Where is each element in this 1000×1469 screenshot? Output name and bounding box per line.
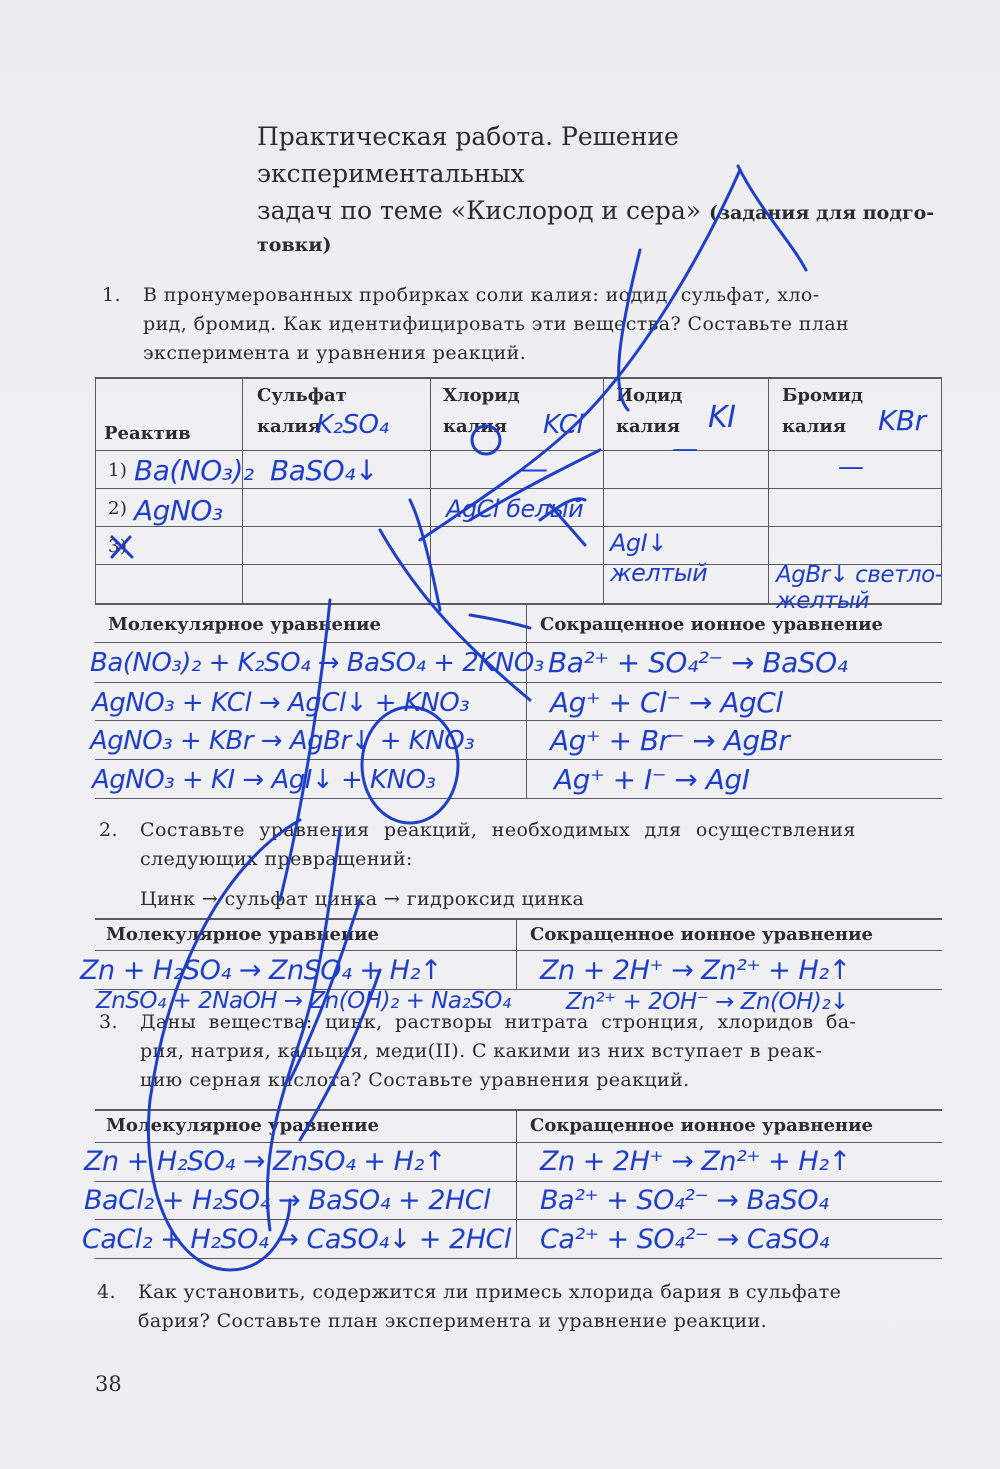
header-chloride-l2: калия	[443, 416, 508, 437]
eq3-header-molecular: Молекулярное уравнение	[106, 1115, 379, 1136]
row-number-2: 2)	[108, 498, 128, 519]
hw-eq1-ion-3: Ag⁺ + Br⁻ → AgBr	[550, 724, 790, 757]
task3-line-3: цию серная кислота? Составьте уравнения реакций.	[140, 1069, 690, 1091]
hw-eq3-ion-3: Ca²⁺ + SO₄²⁻ → CaSO₄	[540, 1224, 829, 1255]
scribble-dot	[472, 426, 500, 454]
hw-r2-chloride: AgCl белый	[446, 495, 584, 523]
hw-r2-bromide: AgBr↓ светло-желтый	[776, 562, 943, 614]
hw-r1-iodide: —	[672, 434, 698, 464]
scribble-stroke	[550, 505, 585, 545]
eq1-header-molecular: Молекулярное уравнение	[108, 614, 381, 635]
hw-eq1-mol-4: AgNO₃ + KI → AgI↓ + KNO₃	[92, 765, 436, 795]
scribble-cross	[112, 537, 132, 557]
task2-number: 2.	[99, 819, 118, 841]
hw-eq2-ion-1: Zn + 2H⁺ → Zn²⁺ + H₂↑	[540, 955, 851, 986]
hw-chloride-formula: KCl	[543, 410, 584, 440]
header-reagent: Реактив	[104, 423, 191, 444]
scribble-loop	[148, 820, 300, 1270]
hw-r1-sulfate: BaSO₄↓	[270, 454, 378, 487]
task2-chain: Цинк → сульфат цинка → гидроксид цинка	[140, 888, 585, 910]
hw-eq1-mol-2: AgNO₃ + KCl → AgCl↓ + KNO₃	[92, 688, 470, 718]
header-iodide-l1: Иодид	[616, 385, 683, 406]
page-number: 38	[95, 1372, 122, 1396]
header-chloride-l1: Хлорид	[443, 385, 520, 406]
hw-eq1-ion-1: Ba²⁺ + SO₄²⁻ → BaSO₄	[548, 646, 848, 679]
title-line-1: Практическая работа. Решение экспериментальных	[257, 122, 679, 188]
task2-line-1: Составьте уравнения реакций, необходимых для осуществления	[140, 819, 856, 841]
hw-r2-iodide: AgI↓ желтый	[610, 529, 708, 587]
task2-line-2: следующих превращений:	[140, 848, 413, 870]
header-bromide-l1: Бромид	[782, 385, 863, 406]
hw-eq3-ion-2: Ba²⁺ + SO₄²⁻ → BaSO₄	[540, 1185, 829, 1216]
hw-eq1-mol-3: AgNO₃ + KBr → AgBr↓ + KNO₃	[90, 726, 475, 756]
scribble-stroke	[280, 600, 330, 900]
task1-number: 1.	[102, 284, 121, 306]
hw-eq3-mol-2: BaCl₂ + H₂SO₄ → BaSO₄ + 2HCl	[84, 1185, 491, 1216]
hw-eq3-ion-1: Zn + 2H⁺ → Zn²⁺ + H₂↑	[540, 1146, 851, 1177]
eq2-header-ionic: Сокращенное ионное уравнение	[530, 924, 873, 945]
eq1-header-ionic: Сокращенное ионное уравнение	[540, 614, 883, 635]
hw-bromide-formula: KBr	[878, 404, 926, 437]
header-sulfate-l1: Сульфат	[257, 385, 347, 406]
scribble-circle	[362, 707, 458, 823]
hw-eq1-ion-2: Ag⁺ + Cl⁻ → AgCl	[550, 686, 783, 719]
scribble-stroke	[380, 530, 530, 700]
scribble-stroke	[540, 499, 585, 520]
hw-eq2-ion-2: Zn²⁺ + 2OH⁻ → Zn(OH)₂↓	[566, 989, 849, 1015]
header-bromide-l2: калия	[782, 416, 847, 437]
scribble-stroke	[738, 166, 806, 270]
title-note-cont: товки)	[257, 234, 332, 256]
title-topic: задач по теме «Кислород и сера»	[257, 196, 702, 225]
row-number-1: 1)	[108, 460, 128, 481]
scribble-stroke	[470, 615, 530, 628]
eq3-header-ionic: Сокращенное ионное уравнение	[530, 1115, 873, 1136]
hw-r1-bromide: —	[838, 452, 864, 482]
scribble-stroke	[619, 250, 640, 410]
row-number-3: 3)	[108, 536, 128, 557]
hw-r1-chloride: —	[520, 452, 548, 485]
hw-eq2-mol-2: ZnSO₄ + 2NaOH → Zn(OH)₂ + Na₂SO₄	[96, 988, 511, 1014]
scribble-stroke	[420, 170, 740, 540]
scribble-stroke	[410, 500, 440, 610]
hw-eq1-mol-1: Ba(NO₃)₂ + K₂SO₄ → BaSO₄ + 2KNO₃	[90, 648, 544, 678]
task4-line-2: бария? Составьте план эксперимента и уравнение реакции.	[138, 1310, 768, 1332]
task4-line-1: Как установить, содержится ли примесь хлорида бария в сульфате	[138, 1281, 842, 1303]
header-sulfate-l2: калия	[257, 416, 322, 437]
task1-line-2: рид, бромид. Как идентифицировать эти вещества? Составьте план	[143, 313, 850, 335]
title-note: (задания для подго-	[708, 202, 935, 224]
hw-eq2-mol-1: Zn + H₂SO₄ → ZnSO₄ + H₂↑	[80, 955, 442, 986]
scribble-stroke	[267, 830, 340, 1230]
hw-eq3-mol-1: Zn + H₂SO₄ → ZnSO₄ + H₂↑	[84, 1146, 446, 1177]
hw-eq1-ion-4: Ag⁺ + I⁻ → AgI	[554, 763, 750, 796]
task3-line-1: Даны вещества: цинк, растворы нитрата стронция, хлоридов ба-	[140, 1011, 857, 1033]
task4-number: 4.	[97, 1281, 116, 1303]
task1-line-3: эксперимента и уравнения реакций.	[143, 342, 527, 364]
eq2-header-molecular: Молекулярное уравнение	[106, 924, 379, 945]
scribble-strokes	[112, 166, 806, 1270]
task3-number: 3.	[99, 1011, 118, 1033]
hw-eq3-mol-3: CaCl₂ + H₂SO₄ → CaSO₄↓ + 2HCl	[82, 1224, 511, 1255]
hw-reagent-1: Ba(NO₃)₂	[134, 454, 254, 487]
header-iodide-l2: калия	[616, 416, 681, 437]
task1-line-1: В пронумерованных пробирках соли калия: иодид, сульфат, хло-	[143, 284, 820, 306]
hw-reagent-2: AgNO₃	[134, 494, 223, 527]
hw-sulfate-formula: K₂SO₄	[316, 410, 389, 440]
task3-line-2: рия, натрия, кальция, меди(II). С какими из них вступает в реак-	[140, 1040, 823, 1062]
hw-iodide-formula: KI	[708, 400, 736, 435]
